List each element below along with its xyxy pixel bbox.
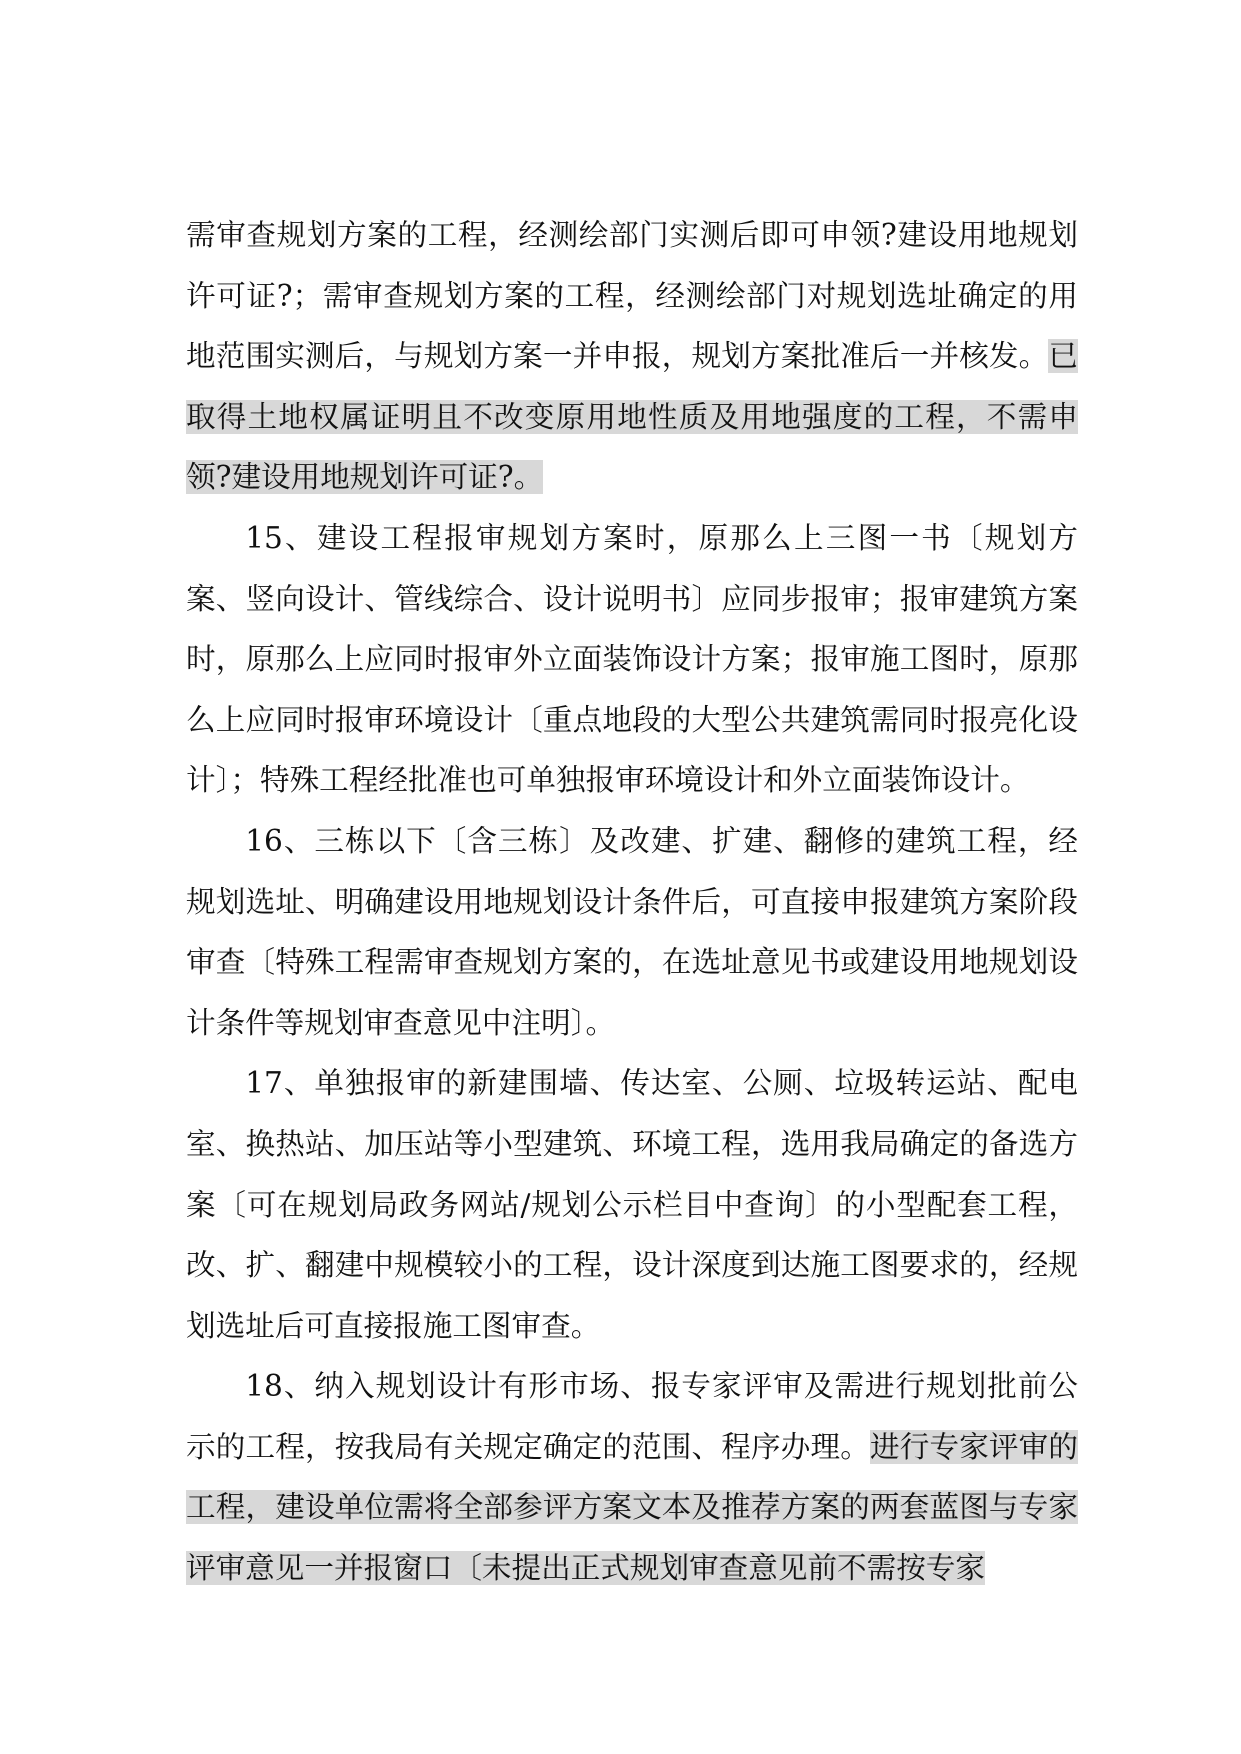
paragraph-item-16 (186, 811, 1078, 1053)
document-page (186, 205, 1078, 1599)
paragraph-item-18 (186, 1356, 1078, 1598)
text-run: 18、纳入规划设计有形市场、报专家评审及需进行规划批前公示的工程，按我局有关规定确定的范围、程序办理。 (186, 1369, 1078, 1464)
text-run: 16、三栋以下〔含三栋〕及改建、扩建、翻修的建筑工程，经规划选址、明确建设用地规划设计条件后，可直接申报建筑方案阶段审查〔特殊工程需审查规划方案的，在选址意见书或建设用地规划设计条件等规划审查意见中注明〕。 (186, 823, 1078, 1040)
text-run: 需审查规划方案的工程，经测绘部门实测后即可申领?建设用地规划许可证?；需审查规划方案的工程，经测绘部门对规划选址确定的用地范围实测后，与规划方案一并申报，规划方案批准后一并核发。 (186, 218, 1078, 374)
paragraph-land-use-permit (186, 205, 1078, 508)
highlighted-text-run: 已取得土地权属证明且不改变原用地性质及用地强度的工程，不需申领?建设用地规划许可证?。 (186, 339, 1078, 495)
text-run: 17、单独报审的新建围墙、传达室、公厕、垃圾转运站、配电室、换热站、加压站等小型建筑、环境工程，选用我局确定的备选方案〔可在规划局政务网站/规划公示栏目中查询〕的小型配套工程，改、扩、翻建中规模较小的工程，设计深度到达施工图要求的，经规划选址后可直接报施工图审查。 (186, 1066, 1078, 1343)
paragraph-item-15 (186, 508, 1078, 811)
highlighted-text-run: 进行专家评审的工程，建设单位需将全部参评方案文本及推荐方案的两套蓝图与专家评审意见一并报窗口〔未提出正式规划审查意见前不需按专家 (186, 1429, 1079, 1586)
text-run: 15、建设工程报审规划方案时，原那么上三图一书〔规划方案、竖向设计、管线综合、设计说明书〕应同步报审；报审建筑方案时，原那么上应同时报审外立面装饰设计方案；报审施工图时，原那么上应同时报审环境设计〔重点地段的大型公共建筑需同时报亮化设计〕；特殊工程经批准也可单独报审环境设计和外立面装饰设计。 (186, 520, 1078, 798)
paragraph-item-17 (186, 1053, 1078, 1356)
